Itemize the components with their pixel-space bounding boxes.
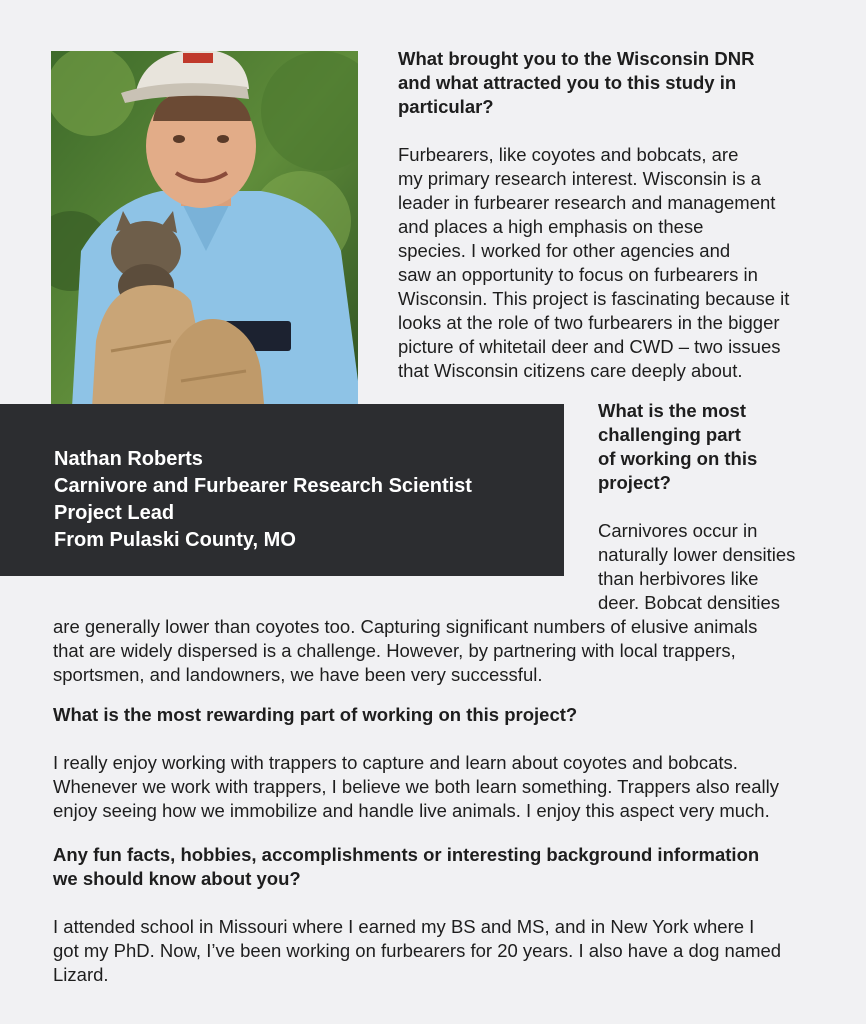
answer-3-line: Whenever we work with trappers, I believe we both learn something. Trappers also really (53, 776, 779, 797)
answer-1-line: picture of whitetail deer and CWD – two issues (398, 336, 781, 357)
question-1-line: particular? (398, 96, 494, 117)
answer-2-line: naturally lower densities (598, 544, 796, 565)
question-4-line: we should know about you? (53, 868, 301, 889)
question-2-line: What is the most (598, 400, 747, 421)
profile-photo (51, 51, 358, 425)
answer-1-line: Furbearers, like coyotes and bobcats, are (398, 144, 739, 165)
question-2 (598, 399, 757, 495)
answer-3 (53, 751, 779, 823)
answer-1-line: and places a high emphasis on these (398, 216, 704, 237)
answer-1 (398, 143, 789, 383)
answer-2-line: sportsmen, and landowners, we have been very successful. (53, 664, 543, 685)
question-3-line: What is the most rewarding part of working on this project? (53, 704, 578, 725)
answer-1-line: saw an opportunity to focus on furbearers in (398, 264, 758, 285)
question-2-line: of working on this (598, 448, 758, 469)
question-4-line: Any fun facts, hobbies, accomplishments or interesting background information (53, 844, 760, 865)
name-card (0, 404, 564, 576)
answer-4 (53, 915, 781, 987)
answer-2-line: Carnivores occur in (598, 520, 758, 541)
answer-4-line: got my PhD. Now, I’ve been working on furbearers for 20 years. I also have a dog named (53, 940, 782, 961)
answer-1-line: leader in furbearer research and management (398, 192, 776, 213)
answer-4-line: Lizard. (53, 964, 109, 985)
answer-1-line: my primary research interest. Wisconsin is a (398, 168, 761, 189)
person-name: Nathan Roberts (54, 448, 203, 470)
question-2-line: challenging part (598, 424, 741, 445)
answer-2-line: that are widely dispersed is a challenge. However, by partnering with local trappers, (53, 640, 736, 661)
answer-1-line: species. I worked for other agencies and (398, 240, 731, 261)
answer-2-line: deer. Bobcat densities (598, 592, 781, 613)
person-role: Project Lead (54, 502, 175, 524)
answer-2-narrow (598, 519, 795, 615)
person-origin: From Pulaski County, MO (54, 529, 296, 551)
answer-1-line: that Wisconsin citizens care deeply about. (398, 360, 743, 381)
answer-4-line: I attended school in Missouri where I earned my BS and MS, and in New York where I (53, 916, 755, 937)
answer-2-wide (53, 615, 757, 687)
question-2-line: project? (598, 472, 671, 493)
question-1-line: and what attracted you to this study in (398, 72, 737, 93)
answer-2-line: are generally lower than coyotes too. Capturing significant numbers of elusive animals (53, 616, 758, 637)
person-title: Carnivore and Furbearer Research Scientist (54, 475, 472, 497)
question-1-line: What brought you to the Wisconsin DNR (398, 48, 755, 69)
answer-1-line: looks at the role of two furbearers in the bigger (398, 312, 780, 333)
profile-photo-illustration (51, 51, 358, 425)
question-3 (53, 703, 577, 727)
answer-3-line: enjoy seeing how we immobilize and handle live animals. I enjoy this aspect very much. (53, 800, 770, 821)
question-1 (398, 47, 754, 119)
question-4 (53, 843, 759, 891)
answer-1-line: Wisconsin. This project is fascinating because it (398, 288, 790, 309)
answer-3-line: I really enjoy working with trappers to capture and learn about coyotes and bobcats. (53, 752, 738, 773)
answer-2-line: than herbivores like (598, 568, 759, 589)
